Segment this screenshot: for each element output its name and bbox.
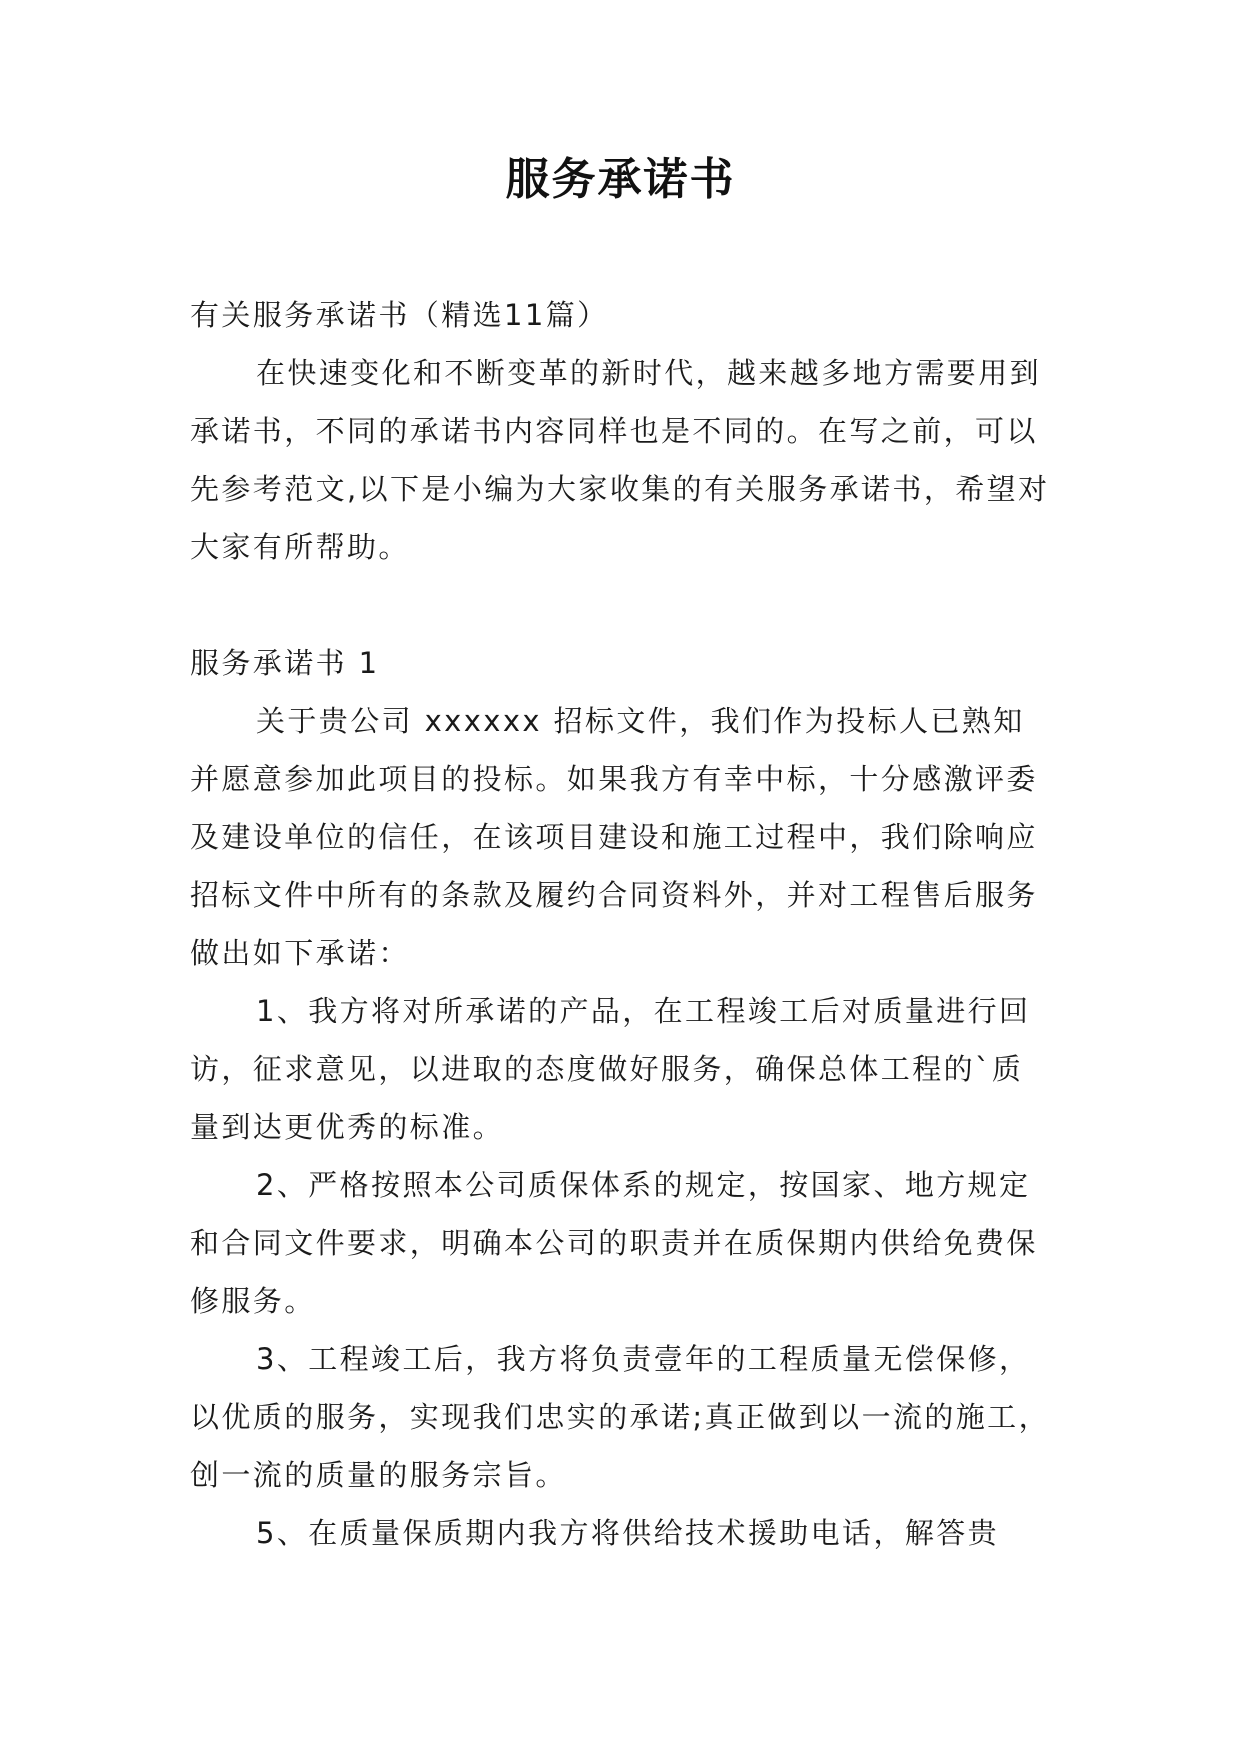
document-title: 服务承诺书 xyxy=(505,154,736,205)
paragraph-spacer xyxy=(190,576,1050,634)
commitment-item-5: 5、在质量保质期内我方将供给技术援助电话，解答贵 xyxy=(256,1516,1000,1550)
commitment-item-3: 3、工程竣工后，我方将负责壹年的工程质量无偿保修，以优质的服务，实现我们忠实的承诺;真正做到以一流的施工，创一流的质量的服务宗旨。 xyxy=(190,1342,1050,1492)
body-paragraph: 关于贵公司 xxxxxx 招标文件，我们作为投标人已熟知并愿意参加此项目的投标。如果我方有幸中标，十分感激评委及建设单位的信任，在该项目建设和施工过程中，我们除响应招标文件中所有的条款及履约合同资料外，并对工程售后服务做出如下承诺： xyxy=(190,704,1038,970)
commitment-item-2: 2、严格按照本公司质保体系的规定，按国家、地方规定和合同文件要求，明确本公司的职责并在质保期内供给免费保修服务。 xyxy=(190,1168,1038,1318)
intro-paragraph: 在快速变化和不断变革的新时代，越来越多地方需要用到承诺书，不同的承诺书内容同样也是不同的。在写之前，可以先参考范文,以下是小编为大家收集的有关服务承诺书，希望对大家有所帮助。 xyxy=(190,356,1050,564)
section-heading: 服务承诺书 1 xyxy=(190,646,380,680)
commitment-item-1: 1、我方将对所承诺的产品，在工程竣工后对质量进行回访，征求意见，以进取的态度做好服务，确保总体工程的`质量到达更优秀的标准。 xyxy=(190,994,1031,1144)
document-body xyxy=(190,286,1050,1562)
document-subtitle: 有关服务承诺书（精选11篇） xyxy=(190,298,609,332)
